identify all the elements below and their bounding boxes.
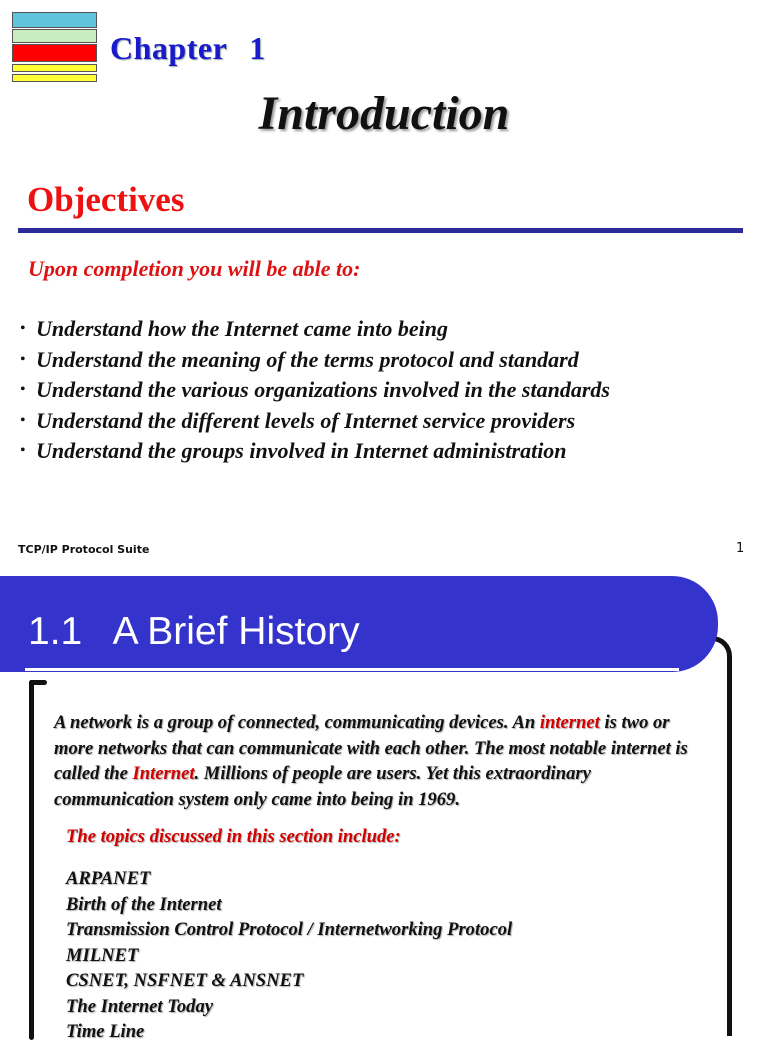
footer-course-title: TCP/IP Protocol Suite [18,543,150,556]
paragraph-text: . Millions of people are users. Yet this extraordinary communication system only came into being in 1969. [54,763,591,810]
list-item: ARPANET [66,868,151,889]
list-item-text: Understand the different levels of Internet service providers [36,407,576,433]
frame-right-border [712,636,732,1036]
list-item [20,345,610,376]
bullet-icon: • [20,381,26,398]
topics-list [66,866,512,1045]
frame-left-border [29,680,34,1040]
logo-stripe-yellow [12,64,97,72]
paragraph-text: A network is a group of connected, communicating devices. An [54,712,540,733]
logo-stripe-red [12,44,97,62]
list-item: Birth of the Internet [66,893,222,915]
banner-underline [25,668,679,671]
slide-title: Introduction [258,87,510,140]
list-item [20,436,610,467]
bullet-icon: • [20,411,26,429]
chapter-logo-stripes [12,12,97,82]
slide-2 [0,576,768,1042]
objectives-subheading: Upon completion you will be able to: [28,256,361,281]
list-item [20,406,610,437]
objectives-heading: Objectives [27,180,185,219]
list-item-text: Understand how the Internet came into being [36,316,448,341]
paragraph-text: is two or more networks that can communicate with each other. The most notable internet is called the [54,712,688,784]
logo-stripe-yellow-2 [12,74,97,82]
chapter-number: 1 [249,30,266,66]
list-item: Transmission Control Protocol / Internetworking Protocol [66,919,513,940]
page-number: 1 [736,541,745,556]
list-item-text: Understand the various organizations involved in the standards [36,377,610,402]
keyword-Internet: Internet [132,763,195,784]
logo-stripe-green [12,29,97,43]
chapter-heading [110,30,266,67]
list-item [20,375,610,406]
logo-stripe-cyan [12,12,97,28]
keyword-internet: internet [539,712,600,733]
list-item: MILNET [66,944,139,966]
chapter-label: Chapter [110,30,228,66]
list-item: The Internet Today [66,995,214,1017]
objectives-list [20,314,610,467]
topics-heading: The topics discussed in this section include: [66,826,401,847]
title-rule [18,228,743,233]
list-item-text: Understand the meaning of the terms protocol and standard [36,346,579,372]
bullet-icon: • [20,442,26,459]
history-paragraph [54,710,704,812]
list-item: Time Line [66,1021,145,1042]
list-item [20,314,610,345]
list-item-text: Understand the groups involved in Internet administration [36,438,567,463]
bullet-icon: • [20,320,26,337]
section-title: 1.1 A Brief History [28,610,360,653]
list-item: CSNET, NSFNET & ANSNET [66,970,304,991]
bullet-icon: • [20,350,26,368]
frame-top-corner [29,680,47,685]
